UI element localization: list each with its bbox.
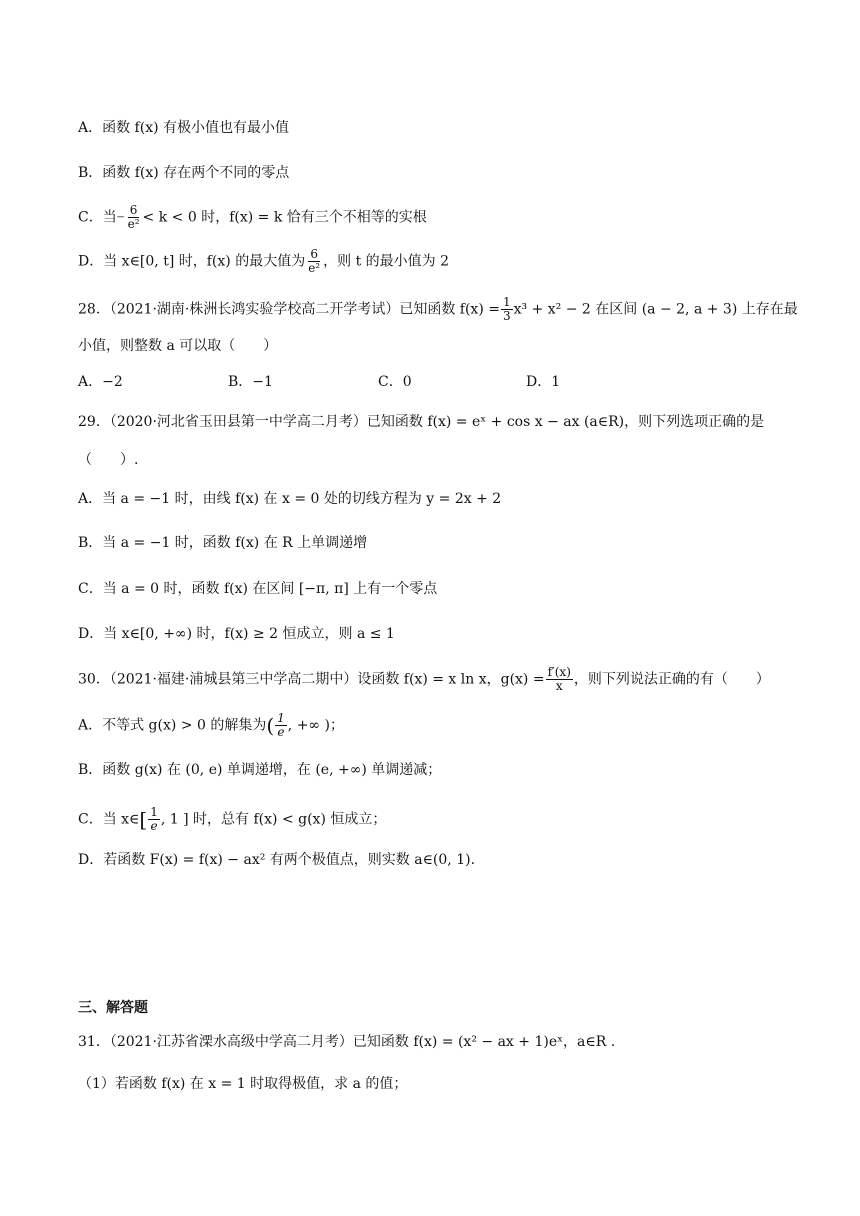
q30-stem-suffix: ，则下列说法正确的有（ ） (573, 671, 770, 688)
q29-stem-line2: （ ）. (78, 452, 139, 468)
section-heading: 三、解答题 (78, 1000, 148, 1016)
q31-part-1: （1）若函数 f(x) 在 x = 1 时取得极值，求 a 的值； (78, 1076, 408, 1092)
q30-fraction: $\frac{f'(x)}{x}$ (547, 665, 571, 693)
q28-stem-prefix: 28．（2021·湖南·株洲长鸿实验学校高二开学考试）已知函数 f(x) = (78, 301, 500, 318)
q28-stem-suffix: x³ + x² − 2 在区间 (a − 2, a + 3) 上存在最 (513, 301, 798, 318)
q27-option-c-fraction: $\frac{6}{\text{e²}}$ (127, 203, 140, 231)
q28-option-a: A．−2 (78, 374, 123, 390)
q31-stem: 31．（2021·江苏省溧水高级中学高二月考）已知函数 f(x) = (x² − ax + 1)eˣ，a∈R . (78, 1034, 616, 1050)
q27-option-b: B．函数 f(x) 存在两个不同的零点 (78, 165, 290, 181)
q30-option-a-fraction: $\frac{1}{e}$ (277, 711, 285, 739)
q29-option-a: A．当 a = −1 时，由线 f(x) 在 x = 0 处的切线方程为 y = 2x + 2 (78, 491, 502, 507)
q30-option-c: C．当 x∈[ $\frac{1}{e}$ , 1 ] 时，总有 f(x) < g(x) 恒成立； (78, 805, 387, 833)
q28-fraction: $\frac{1}{3}$ (502, 295, 511, 323)
q30-option-c-fraction: $\frac{1}{e}$ (150, 805, 158, 833)
q29-option-c: C．当 a = 0 时，函数 f(x) 在区间 [−π, π] 上有一个零点 (78, 581, 438, 597)
q30-stem (78, 666, 770, 693)
q30-option-c-suffix: , 1 ] 时，总有 f(x) < g(x) 恒成立； (160, 811, 387, 828)
q27-option-d (78, 248, 449, 275)
q30-option-a-suffix: , +∞ )； (287, 717, 345, 734)
q30-option-a: A．不等式 g(x) > 0 的解集为( $\frac{1}{e}$ , +∞ )； (78, 711, 345, 739)
q28-stem-line2: 小值，则整数 a 可以取（ ） (78, 338, 278, 354)
q28-stem-line1 (78, 296, 798, 323)
q27-option-a: A．函数 f(x) 有极小值也有最小值 (78, 120, 290, 136)
q30-option-a-prefix: A．不等式 g(x) > 0 的解集为 (78, 717, 267, 734)
q29-stem-line1: 29．（2020·河北省玉田县第一中学高二月考）已知函数 f(x) = eˣ + cos x − ax (a∈R)，则下列选项正确的是 (78, 414, 765, 430)
q27-option-c: C．当− $\frac{6}{\text{e²}}$ < k < 0 时，f(x) = k 恰有三个不相等的实根 (78, 203, 427, 231)
q27-option-d-prefix: D．当 x∈[0, t] 时，f(x) 的最大值为 (78, 253, 306, 270)
q29-option-b: B．当 a = −1 时，函数 f(x) 在 R 上单调递增 (78, 535, 368, 551)
q28-option-d: D．1 (526, 374, 561, 390)
q30-option-b: B．函数 g(x) 在 (0, e) 单调递增，在 (e, +∞) 单调递减； (78, 762, 442, 778)
q27-option-d-fraction: $\frac{6}{\text{e²}}$ (308, 247, 321, 275)
q27-option-c-suffix: < k < 0 时，f(x) = k 恰有三个不相等的实根 (142, 209, 427, 226)
q28-options-row (78, 372, 798, 392)
q27-option-d-suffix: ，则 t 的最小值为 2 (323, 253, 450, 270)
q30-option-d: D．若函数 F(x) = f(x) − ax² 有两个极值点，则实数 a∈(0, 1). (78, 852, 476, 868)
q28-option-b: B．−1 (228, 374, 273, 390)
q27-option-c-prefix: C．当 (78, 209, 117, 226)
q30-stem-prefix: 30．（2021·福建·浦城县第三中学高二期中）设函数 f(x) = x ln x，g(x) = (78, 671, 545, 688)
q29-option-d: D．当 x∈[0, +∞) 时，f(x) ≥ 2 恒成立，则 a ≤ 1 (78, 626, 395, 642)
q30-option-c-prefix: C．当 x∈ (78, 811, 140, 828)
q28-option-c: C．0 (378, 374, 412, 390)
